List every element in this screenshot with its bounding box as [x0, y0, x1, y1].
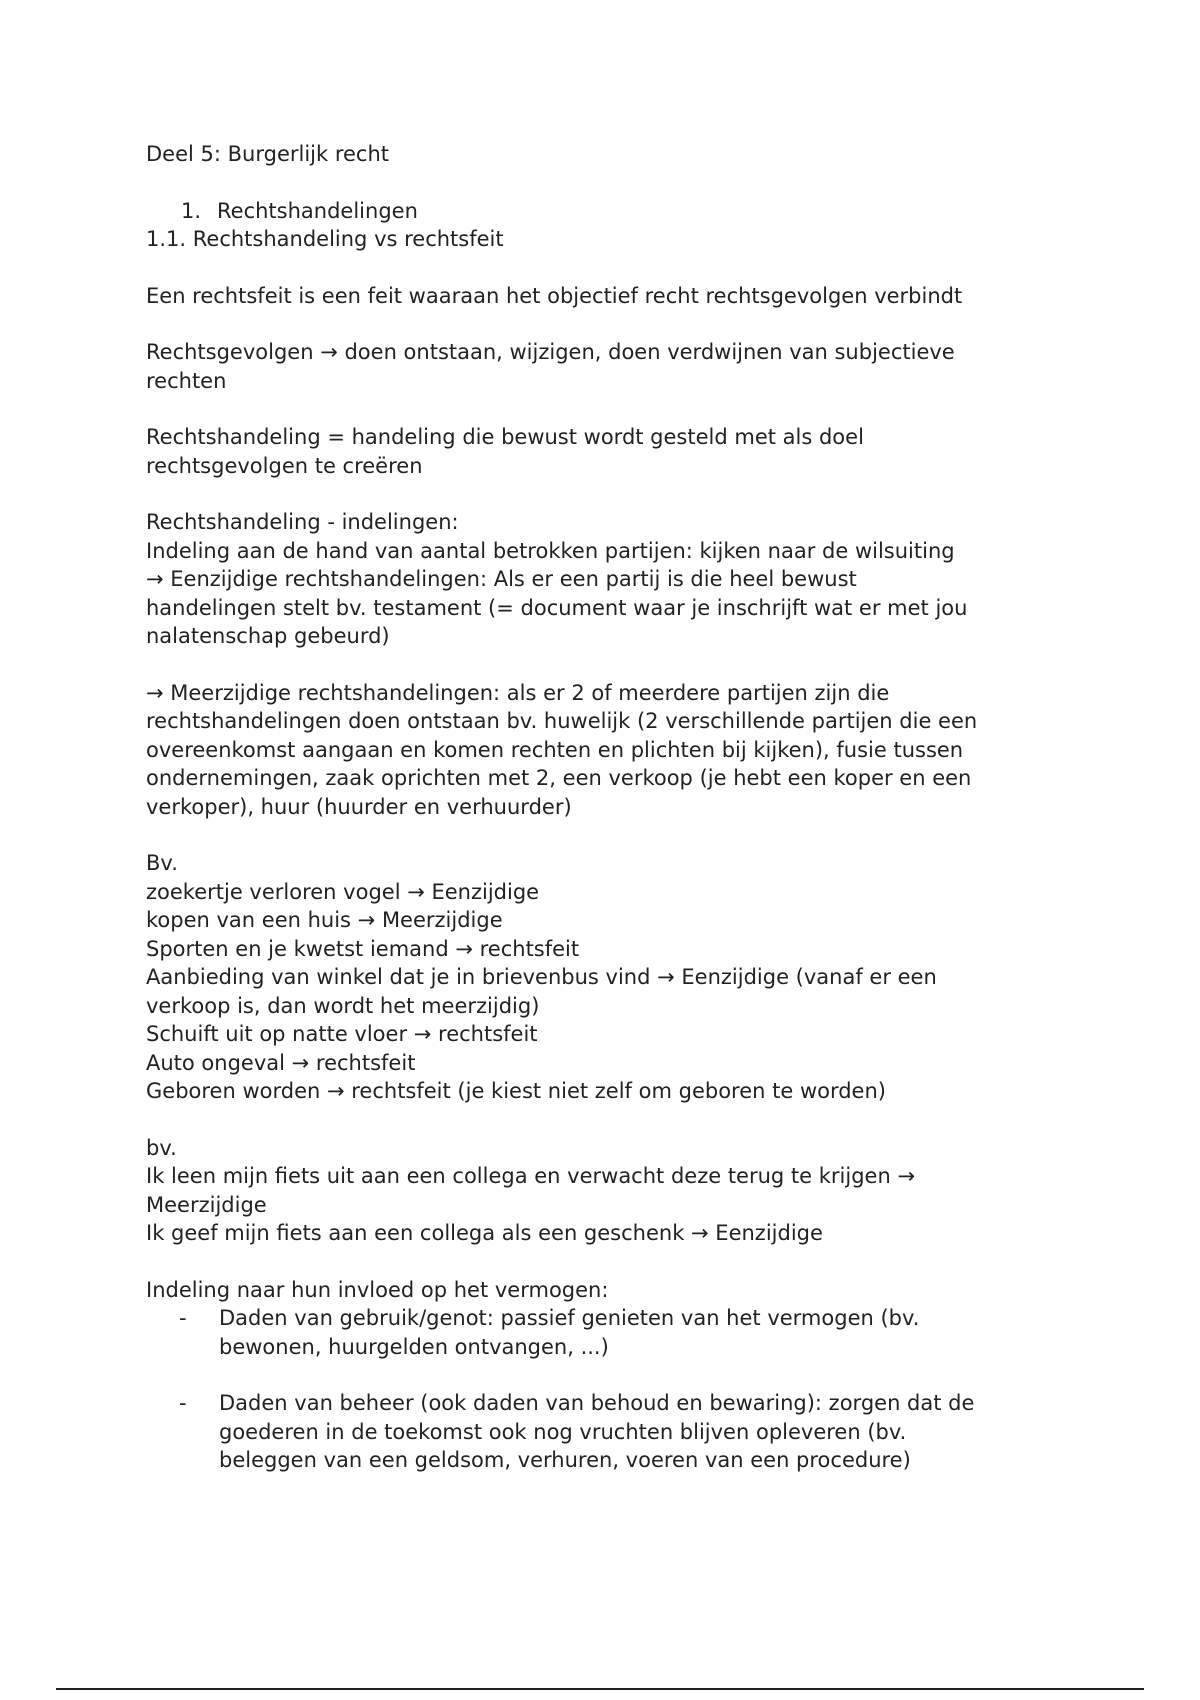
list-item-line: Daden van gebruik/genot: passief genieten van het vermogen (bv.: [219, 1306, 920, 1330]
paragraph-meerzijdig-line: verkoper), huur (huurder en verhuurder): [146, 794, 572, 819]
list-item-line: Daden van beheer (ook daden van behoud en bewaring): zorgen dat de: [219, 1391, 975, 1415]
example-line: Geboren worden → rechtsfeit (je kiest niet zelf om geboren te worden): [146, 1079, 886, 1103]
spacer: [146, 169, 1066, 197]
example-line: Bv.: [146, 851, 178, 875]
example2-line: Meerzijdige: [146, 1192, 267, 1217]
subsection-heading: 1.1. Rechtshandeling vs rechtsfeit: [146, 227, 504, 251]
paragraph-indelingen-line: Rechtshandeling - indelingen:: [146, 510, 459, 534]
example-line: Sporten en je kwetst iemand → rechtsfeit: [146, 936, 580, 961]
paragraph-meerzijdig-line: ondernemingen, zaak oprichten met 2, een verkoop (je hebt een koper en een: [146, 766, 972, 790]
section-title: Rechtshandelingen: [217, 198, 418, 223]
example2-line: bv.: [146, 1135, 177, 1160]
spacer: [146, 1361, 1066, 1389]
example-line: kopen van een huis → Meerzijdige: [146, 908, 503, 932]
paragraph-rechtsfeit: Een rechtsfeit is een feit waaraan het objectief recht rechtsgevolgen verbindt: [146, 283, 963, 308]
spacer: [146, 254, 1066, 282]
example-line: Auto ongeval → rechtsfeit: [146, 1050, 416, 1075]
list-item-line: goederen in de toekomst ook nog vruchten blijven opleveren (bv.: [219, 1419, 907, 1444]
page-title: Deel 5: Burgerlijk recht: [146, 142, 390, 166]
document-body: [146, 140, 1066, 1475]
spacer: [146, 1248, 1066, 1276]
list-item-line: beleggen van een geldsom, verhuren, voeren van een procedure): [219, 1448, 911, 1472]
paragraph-handeling-line: rechtsgevolgen te creëren: [146, 453, 423, 478]
paragraph-meerzijdig-line: → Meerzijdige rechtshandelingen: als er 2 of meerdere partijen zijn die: [146, 680, 890, 705]
paragraph-handeling-line: Rechtshandeling = handeling die bewust wordt gesteld met als doel: [146, 425, 864, 449]
paragraph-meerzijdig-line: overeenkomst aangaan en komen rechten en plichten bij kijken), fusie tussen: [146, 737, 964, 762]
bullet-marker: -: [179, 1306, 187, 1330]
example-line: zoekertje verloren vogel → Eenzijdige: [146, 879, 540, 904]
paragraph-meerzijdig-line: rechtshandelingen doen ontstaan bv. huwelijk (2 verschillende partijen die een: [146, 709, 978, 733]
example-line: verkoop is, dan wordt het meerzijdig): [146, 993, 540, 1018]
bullet-marker: -: [179, 1391, 187, 1415]
spacer: [146, 1106, 1066, 1134]
footer-divider: [56, 1688, 1144, 1690]
paragraph-indelingen-line: → Eenzijdige rechtshandelingen: Als er een partij is die heel bewust: [146, 567, 857, 591]
spacer: [146, 651, 1066, 679]
example2-line: Ik leen mijn fiets uit aan een collega en verwacht deze terug te krijgen →: [146, 1164, 916, 1188]
section-number: 1.: [181, 198, 202, 223]
list-item-text: [219, 1304, 1066, 1361]
spacer: [146, 821, 1066, 849]
example-line: Aanbieding van winkel dat je in brievenbus vind → Eenzijdige (vanaf er een: [146, 965, 937, 989]
section-heading: [146, 197, 1066, 226]
paragraph-gevolgen-line: rechten: [146, 368, 227, 393]
list-item: [146, 1304, 1066, 1361]
example-line: Schuift uit op natte vloer → rechtsfeit: [146, 1022, 538, 1046]
paragraph-indelingen-line: handelingen stelt bv. testament (= document waar je inschrijft wat er met jou: [146, 595, 968, 620]
vermogen-heading: Indeling naar hun invloed op het vermogen:: [146, 1277, 609, 1302]
spacer: [146, 480, 1066, 508]
list-item-line: bewonen, huurgelden ontvangen, ...): [219, 1334, 609, 1359]
spacer: [146, 395, 1066, 423]
paragraph-indelingen-line: Indeling aan de hand van aantal betrokken partijen: kijken naar de wilsuiting: [146, 538, 955, 563]
list-item: [146, 1389, 1066, 1475]
spacer: [146, 310, 1066, 338]
paragraph-gevolgen-line: Rechtsgevolgen → doen ontstaan, wijzigen, doen verdwijnen van subjectieve: [146, 340, 955, 364]
list-item-text: [219, 1389, 1066, 1475]
example2-line: Ik geef mijn fiets aan een collega als een geschenk → Eenzijdige: [146, 1221, 823, 1245]
paragraph-indelingen-line: nalatenschap gebeurd): [146, 624, 390, 648]
